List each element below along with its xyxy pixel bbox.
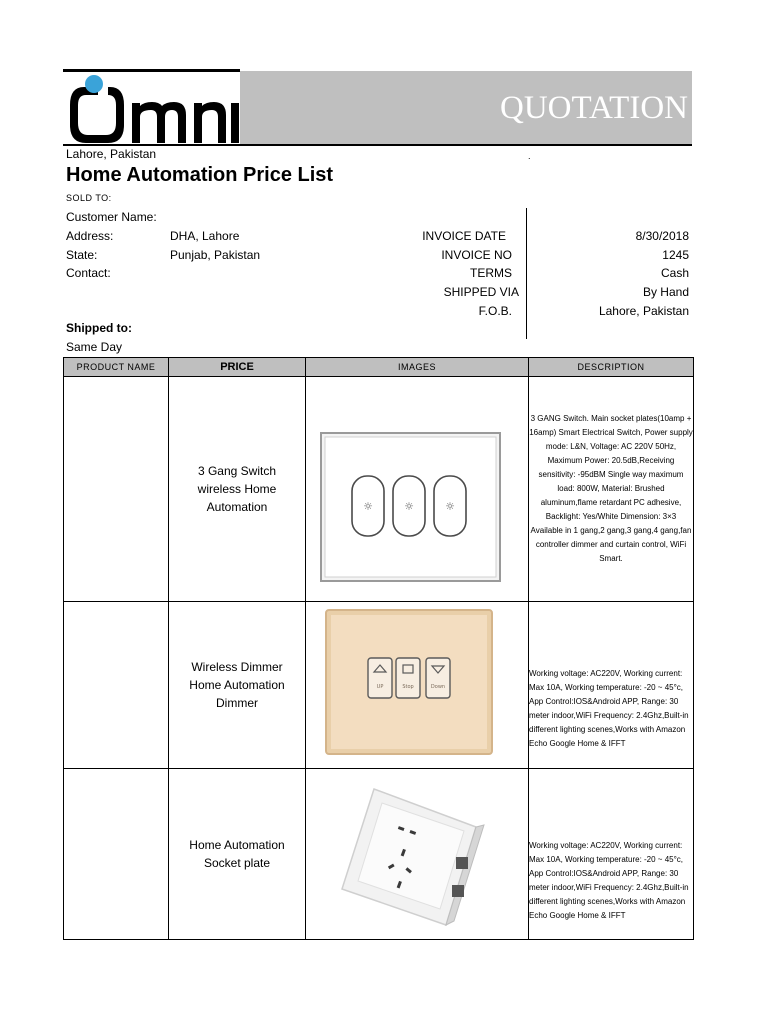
terms-value: Cash xyxy=(660,266,689,280)
product-description-cell xyxy=(529,377,694,602)
product-image-cell xyxy=(306,602,529,769)
fob-label: F.O.B. xyxy=(478,304,512,318)
svg-text:☼: ☼ xyxy=(445,500,455,513)
dimmer-down-label: Down xyxy=(430,684,446,690)
product-description-cell xyxy=(529,769,694,940)
invoice-no-label: INVOICE NO xyxy=(441,248,512,262)
terms-label: TERMS xyxy=(470,266,512,280)
shipped-to-value: Same Day xyxy=(66,340,123,354)
column-header-product-name: PRODUCT NAME xyxy=(64,358,169,377)
product-price-text: Home Automation Socket plate xyxy=(189,838,285,870)
column-header-images: IMAGES xyxy=(306,358,529,377)
table-row xyxy=(64,377,694,602)
product-name-cell xyxy=(64,377,169,602)
product-price-cell xyxy=(169,769,306,940)
column-header-description: DESCRIPTION xyxy=(529,358,694,377)
shipped-to-label: Shipped to: xyxy=(66,321,132,335)
header-top-line xyxy=(63,69,240,72)
product-description-text: Working voltage: AC220V, Working current: Max 10A, Working temperature: -20 ~ 45°c, App Control:IOS&Android APP, Range: 30 meter indoor,WiFi Frequency: 2.4Ghz,Built-in different lighting scenes,Works with Amazon Echo Google Home & IFFT xyxy=(529,840,689,920)
price-table xyxy=(63,357,694,940)
document-title: Home Automation Price List xyxy=(66,164,334,186)
customer-name-label: Customer Name: xyxy=(66,210,157,224)
invoice-date-label: INVOICE DATE xyxy=(422,229,506,243)
address-value: DHA, Lahore xyxy=(170,229,240,243)
fob-value: Lahore, Pakistan xyxy=(598,304,689,318)
invoice-no-value: 1245 xyxy=(662,248,689,262)
product-price-text: 3 Gang Switch wireless Home Automation xyxy=(197,464,277,514)
address-label: Address: xyxy=(66,229,114,243)
omni-logo xyxy=(64,73,240,145)
product-name-cell xyxy=(64,769,169,940)
three-gang-switch-image xyxy=(306,377,528,601)
svg-text:☼: ☼ xyxy=(363,500,373,513)
invoice-divider xyxy=(526,208,527,339)
shipped-via-value: By Hand xyxy=(642,285,689,299)
table-row xyxy=(64,769,694,940)
product-price-cell xyxy=(169,602,306,769)
document-type-title: QUOTATION xyxy=(500,90,688,126)
product-description-text: 3 GANG Switch. Main socket plates(10amp + 16amp) Smart Electrical Switch, Power supply mode: L&N, Voltage: AC 220V 50Hz, Maximum Power: 20.5dB,Receiving sensitivity: -95dBM Single way maximum load: 800W, Material: Brushed aluminum,flame retardant PC adhesive, Backlight: Yes/White Dimension: 3×3 Available in 1 gang,2 gang,3 gang,4 gang,fan controller dimmer and curtain control, WiFi Smart. xyxy=(529,414,693,563)
header-dot: . xyxy=(528,151,531,161)
product-description-cell xyxy=(529,602,694,769)
wireless-dimmer-image xyxy=(306,602,528,768)
state-value: Punjab, Pakistan xyxy=(170,248,261,262)
invoice-date-value: 8/30/2018 xyxy=(635,229,689,243)
contact-label: Contact: xyxy=(66,266,111,280)
product-image-cell xyxy=(306,769,529,940)
dimmer-stop-label: Stop xyxy=(402,684,414,690)
state-label: State: xyxy=(66,248,98,262)
socket-plate-image xyxy=(306,769,528,939)
table-row xyxy=(64,602,694,769)
product-description-text: Working voltage: AC220V, Working current: Max 10A, Working temperature: -20 ~ 45°c, App Control:IOS&Android APP, Range: 30 meter indoor,WiFi Frequency: 2.4Ghz,Built-in different lighting scenes,Works with Amazon Echo Google Home & IFFT xyxy=(529,669,689,748)
header-rule xyxy=(63,144,692,146)
shipped-via-label: SHIPPED VIA xyxy=(443,285,519,299)
product-name-cell xyxy=(64,602,169,769)
svg-text:☼: ☼ xyxy=(404,500,414,513)
product-image-cell xyxy=(306,377,529,602)
column-header-price: PRICE xyxy=(169,358,306,377)
sold-to-label: SOLD TO: xyxy=(66,193,112,203)
dimmer-up-label: UP xyxy=(376,684,384,690)
product-price-cell xyxy=(169,377,306,602)
company-city: Lahore, Pakistan xyxy=(66,147,157,161)
product-price-text: Wireless Dimmer Home Automation Dimmer xyxy=(189,660,285,710)
table-header-row xyxy=(64,358,694,377)
